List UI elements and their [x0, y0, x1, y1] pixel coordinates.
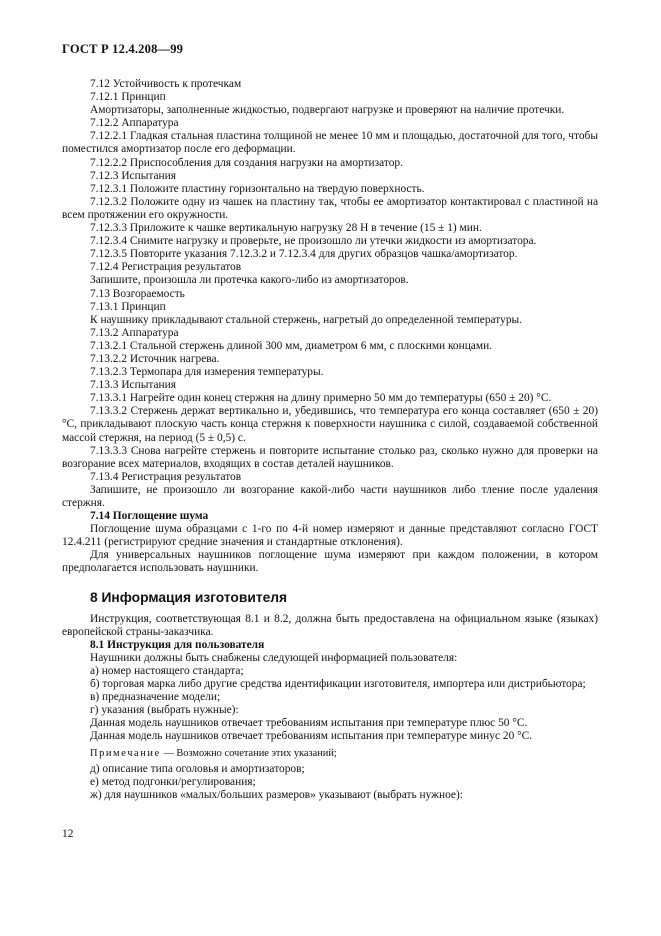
note-text: — Возможно сочетание этих указаний;	[160, 747, 337, 759]
section-8-heading: 8 Информация изготовителя	[90, 589, 288, 605]
subsection-7-12-3-title: 7.12.3 Испытания	[90, 169, 176, 182]
subsection-7-13-1-title: 7.13.1 Принцип	[90, 300, 166, 313]
paragraph-7-14-2: Для универсальных наушников поглощение шума измеряют при каждом положении, в котором предполагается использовать наушники.	[62, 549, 598, 575]
subsection-7-13-2-title: 7.13.2 Аппаратура	[90, 326, 179, 339]
paragraph-7-13-3-1: 7.13.3.1 Нагрейте один конец стержня на длину примерно 50 мм до температуры (650 ± 20) °С.	[90, 392, 552, 405]
paragraph-7-13-3-2: 7.13.3.2 Стержень держат вертикально и, убедившись, что температура его конца составляет (650 ± 20) °С, прикладывают плоскую часть конца стержня к поверхности наушника с силой, создаваемой собственной массой стержня, на период (5 ± 0,5) с.	[62, 405, 598, 444]
paragraph-8-intro: Инструкция, соответствующая 8.1 и 8.2, должна быть предоставлена на официальном языке (языках) европейской страны-заказчика.	[62, 612, 598, 638]
document-body	[62, 78, 598, 802]
paragraph-7-14-1: Поглощение шума образцами с 1-го по 4-й номер измеряют и данные представляют согласно ГОСТ 12.4.211 (регистрируют средние значения и стандартные отклонения).	[62, 523, 598, 549]
paragraph-7-13-2-1: 7.13.2.1 Стальной стержень длиной 300 мм, диаметром 6 мм, с плоскими концами.	[90, 339, 493, 352]
statement-plus-50: Данная модель наушников отвечает требованиям испытания при температуре плюс 50 °С.	[90, 717, 528, 730]
paragraph-7-13-2-3: 7.13.2.3 Термопара для измерения температуры.	[90, 366, 324, 379]
paragraph-7-12-1: Амортизаторы, заполненные жидкостью, подвергают нагрузке и проверяют на наличие протечки.	[90, 104, 565, 117]
paragraph-7-13-1: К наушнику прикладывают стальной стержень, нагретый до определенной температуры.	[90, 313, 523, 326]
list-item-a: а) номер настоящего стандарта;	[90, 664, 244, 677]
paragraph-7-12-3-1: 7.12.3.1 Положите пластину горизонтально на твердую поверхность.	[90, 182, 425, 195]
subsection-7-13-4-title: 7.13.4 Регистрация результатов	[90, 470, 242, 483]
subsection-7-12-2-title: 7.12.2 Аппаратура	[90, 117, 179, 130]
paragraph-7-13-2-2: 7.13.2.2 Источник нагрева.	[90, 352, 220, 365]
list-item-e: е) метод подгонки/регулирования;	[90, 775, 256, 788]
section-7-14-title: 7.14 Поглощение шума	[90, 510, 209, 523]
paragraph-7-12-3-2: 7.12.3.2 Положите одну из чашек на пластину так, чтобы ее амортизатор контактировал с пластиной на всем протяжении его окружности.	[62, 195, 598, 221]
subsection-7-12-4-title: 7.12.4 Регистрация результатов	[90, 261, 242, 274]
subsection-7-12-1-title: 7.12.1 Принцип	[90, 91, 166, 104]
subsection-7-13-3-title: 7.13.3 Испытания	[90, 379, 176, 392]
paragraph-7-12-4: Запишите, произошла ли протечка какого-либо из амортизаторов.	[90, 274, 409, 287]
statement-minus-20: Данная модель наушников отвечает требованиям испытания при температуре минус 20 °С.	[90, 730, 533, 743]
section-7-12-title: 7.12 Устойчивость к протечкам	[90, 78, 242, 90]
list-item-v: в) предназначение модели;	[90, 691, 221, 704]
paragraph-7-13-4: Запишите, не произошло ли возгорание какой-либо части наушников либо тление после удаления стержня.	[62, 483, 598, 509]
paragraph-7-12-2-1: 7.12.2.1 Гладкая стальная пластина толщиной не менее 10 мм и площадью, достаточной для того, чтобы поместился амортизатор после его деформации.	[62, 130, 598, 156]
list-item-b: б) торговая марка либо другие средства идентификации изготовителя, импортера или дистрибьютора;	[90, 678, 586, 691]
paragraph-7-12-3-4: 7.12.3.4 Снимите нагрузку и проверьте, не произошло ли утечки жидкости из амортизатора.	[90, 235, 537, 248]
note	[62, 747, 598, 760]
paragraph-7-12-3-5: 7.12.3.5 Повторите указания 7.12.3.2 и 7.12.3.4 для других образцов чашка/амортизатор.	[90, 248, 518, 261]
note-label: Примечание	[90, 747, 161, 759]
list-item-d: д) описание типа оголовья и амортизаторов;	[90, 762, 305, 775]
paragraph-7-13-3-3: 7.13.3.3 Снова нагрейте стержень и повторите испытание столько раз, сколько нужно для проверки на возгорание всех материалов, входящих в состав деталей наушников.	[62, 444, 598, 470]
paragraph-8-1: Наушники должны быть снабжены следующей информацией пользователя:	[90, 651, 458, 664]
page-number: 12	[62, 828, 74, 840]
document-code-header: ГОСТ Р 12.4.208—99	[62, 42, 184, 56]
section-8-1-title: 8.1 Инструкция для пользователя	[90, 638, 265, 651]
paragraph-7-12-2-2: 7.12.2.2 Приспособления для создания нагрузки на амортизатор.	[90, 156, 403, 169]
section-7-13-title: 7.13 Возгораемость	[90, 287, 185, 300]
list-item-g: г) указания (выбрать нужные):	[90, 704, 239, 717]
list-item-zh: ж) для наушников «малых/больших размеров» указывают (выбрать нужное):	[90, 788, 463, 801]
paragraph-7-12-3-3: 7.12.3.3 Приложите к чашке вертикальную нагрузку 28 Н в течение (15 ± 1) мин.	[90, 222, 482, 235]
